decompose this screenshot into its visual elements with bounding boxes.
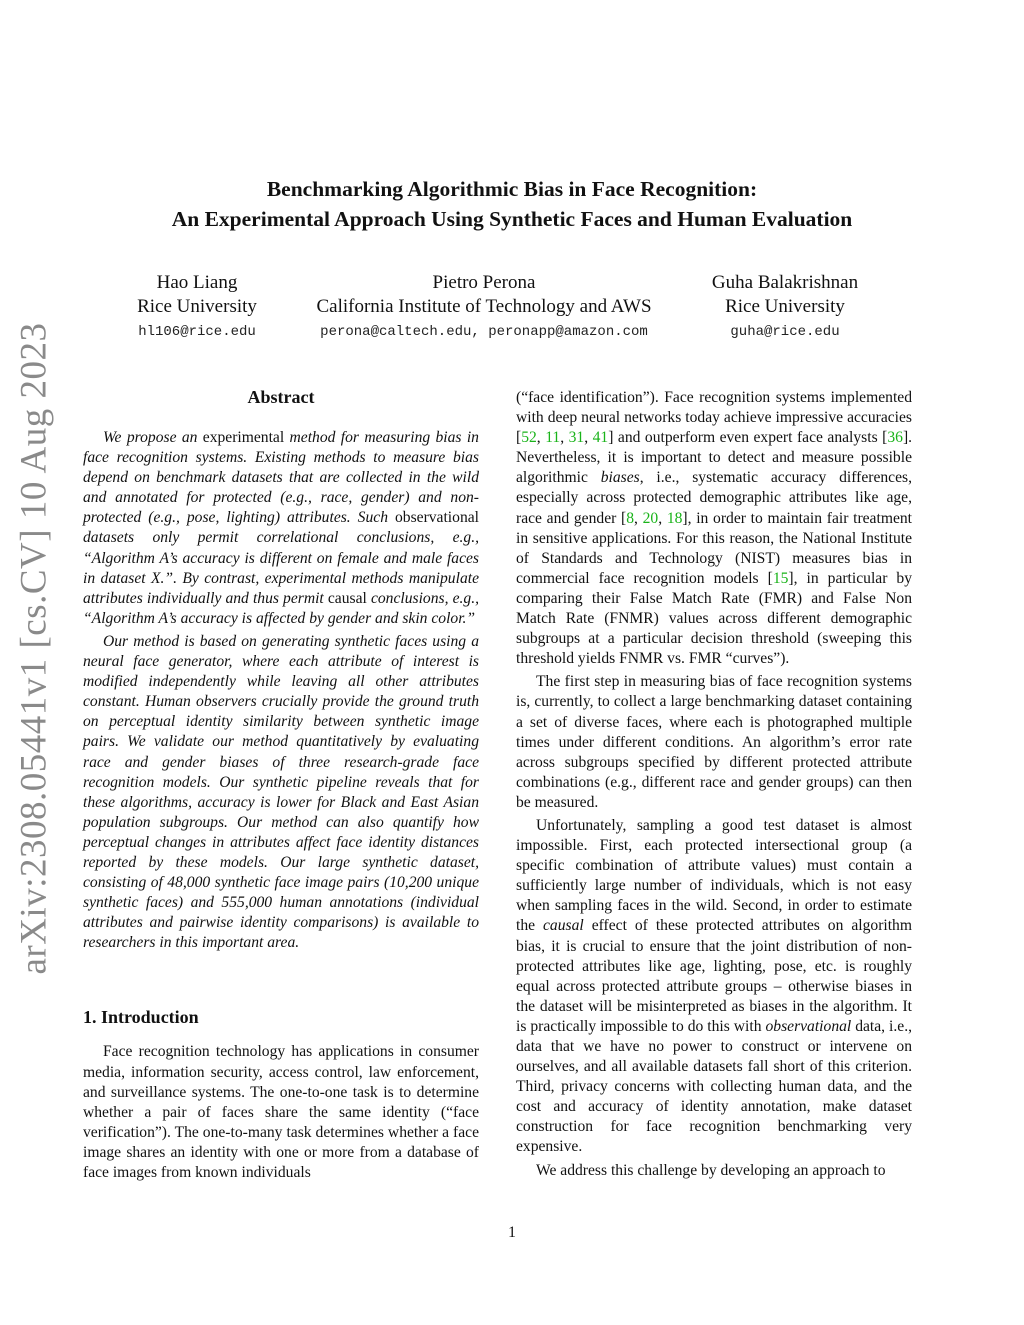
author-block-3 [690, 271, 880, 345]
citation-link[interactable]: 8 [626, 509, 635, 527]
citation-link[interactable]: 52 [521, 429, 537, 447]
author-name: Guha Balakrishnan [711, 272, 859, 293]
author-block-2 [284, 271, 684, 345]
abstract-heading: Abstract [247, 387, 315, 407]
abstract-paragraph-1: We propose an experimental method for measuring bias in face recognition systems. Existing methods to measure bias depend on benchmark datasets that are collected in the wild and annotated for protected (e.g., race, gender) and non-protected (e.g., pose, lighting) attributes. Such observational datasets only permit correlational conclusions, e.g., “Algorithm A’s accuracy is different on female and male faces in dataset X.”. By contrast, experimental methods manipulate attributes individually and thus permit causal conclusions, e.g., “Algorithm A’s accuracy is affected by gender and skin color.” [83, 429, 479, 627]
arxiv-identifier-text: arXiv:2308.05441v1 [cs.CV] 10 Aug 2023 [13, 321, 55, 975]
author-name: Pietro Perona [432, 272, 536, 293]
citation-link[interactable]: 18 [666, 509, 683, 527]
title-line-2: An Experimental Approach Using Synthetic Faces and Human Evaluation [171, 207, 853, 231]
citation-link[interactable]: 41 [592, 429, 609, 447]
author-affiliation: Rice University [137, 296, 257, 317]
citation-link[interactable]: 20 [642, 509, 659, 527]
author-email: guha@rice.edu [730, 324, 840, 340]
author-affiliation: California Institute of Technology and AWS [316, 296, 652, 317]
abstract-paragraph-2: Our method is based on generating synthetic faces using a neural face generator, where each attribute of interest is modified independently while leaving all other attributes constant. Human observers crucially provide the ground truth on perceptual identity similarity between synthetic image pairs. We validate our method quantitatively by evaluating race and gender biases of three research-grade face recognition models. Our synthetic pipeline reveals that for these algorithms, accuracy is lower for Black and East Asian population subgroups. Our method can also quantify how perceptual changes in attributes affect face identity distances reported by these models. Our large synthetic dataset, consisting of 48,000 synthetic face image pairs (10,200 unique synthetic faces) and 555,000 human annotations (individual attributes and pairwise identity comparisons) is available to researchers in this important area. [83, 632, 479, 952]
introduction-heading: 1. Introduction [83, 1007, 199, 1028]
citation-link[interactable]: 15 [772, 569, 789, 587]
body-paragraph-2: The first step in measuring bias of face recognition systems is, currently, to collect a large benchmarking dataset containing a set of diverse faces, where each is photographed multiple times under different conditions. An algorithm’s error rate across subgroups specified by different protected attribute combinations (e.g., different race and gender groups) can then be measured. [516, 673, 912, 811]
author-affiliation: Rice University [725, 296, 845, 317]
body-paragraph-3: Unfortunately, sampling a good test dataset is almost impossible. First, each protected intersectional group (a specific combination of attribute values) must contain a sufficiently large number of individuals, which is not easy when sampling faces in the wild. Second, in order to estimate the causal effect of these protected attributes on algorithm bias, it is crucial to ensure that the joint distribution of non-protected attributes like age, lighting, pose, etc. is roughly equal across protected attribute groups – otherwise biases in the dataset will be misinterpreted as biases in the algorithm. It is practically impossible to do this with observational data, i.e., data that we have no power to construct or intervene on ourselves, and all available datasets fall short of this criterion. Third, privacy concerns with collecting human data, and the cost and accuracy of identity annotation, make dataset construction for face recognition benchmarking very expensive. [516, 816, 912, 1156]
right-column [516, 388, 912, 1181]
body-paragraph-1: (“face identification”). Face recognition systems implemented with deep neural networks today achieve impressive accuracies [52, 11, 31, 41] and outperform even expert face analysts [36]. Nevertheless, it is important to detect and measure possible algorithmic biases, i.e., systematic accuracy differences, especially across protected demographic attributes like age, race and gender [8, 20, 18], in order to maintain fair treatment in sensitive applications. For this reason, the National Institute of Standards and Technology (NIST) measures bias in commercial face recognition models [15], in particular by comparing their False Match Rate (FMR) and False Non Match Rate (FNMR) values across different demographic subgroups at a particular decision threshold (sweeping this threshold yields FNMR vs. FMR “curves”). [516, 389, 913, 668]
author-email: perona@caltech.edu, peronapp@amazon.com [320, 324, 648, 340]
body-paragraph-4: We address this challenge by developing an approach to [536, 1161, 886, 1179]
citation-link[interactable]: 31 [568, 429, 585, 447]
page-number: 1 [508, 1224, 516, 1241]
left-column [83, 386, 479, 1183]
title-line-1: Benchmarking Algorithmic Bias in Face Recognition: [266, 177, 758, 201]
arxiv-identifier-stamp [4, 321, 64, 975]
abstract-section [83, 386, 479, 953]
author-block-1 [112, 271, 282, 345]
author-name: Hao Liang [156, 272, 238, 293]
citation-link[interactable]: 11 [545, 429, 561, 447]
introduction-paragraph-1: Face recognition technology has applications in consumer media, information security, access control, law enforcement, and surveillance systems. The one-to-one task is to determine whether a pair of faces share the same identity (“face verification”). The one-to-many task determines whether a face image shares an identity with one or more from a database of face images from known individuals [83, 1043, 479, 1181]
paper-title [0, 174, 1024, 234]
author-email: hl106@rice.edu [138, 324, 256, 340]
citation-link[interactable]: 36 [887, 429, 903, 447]
